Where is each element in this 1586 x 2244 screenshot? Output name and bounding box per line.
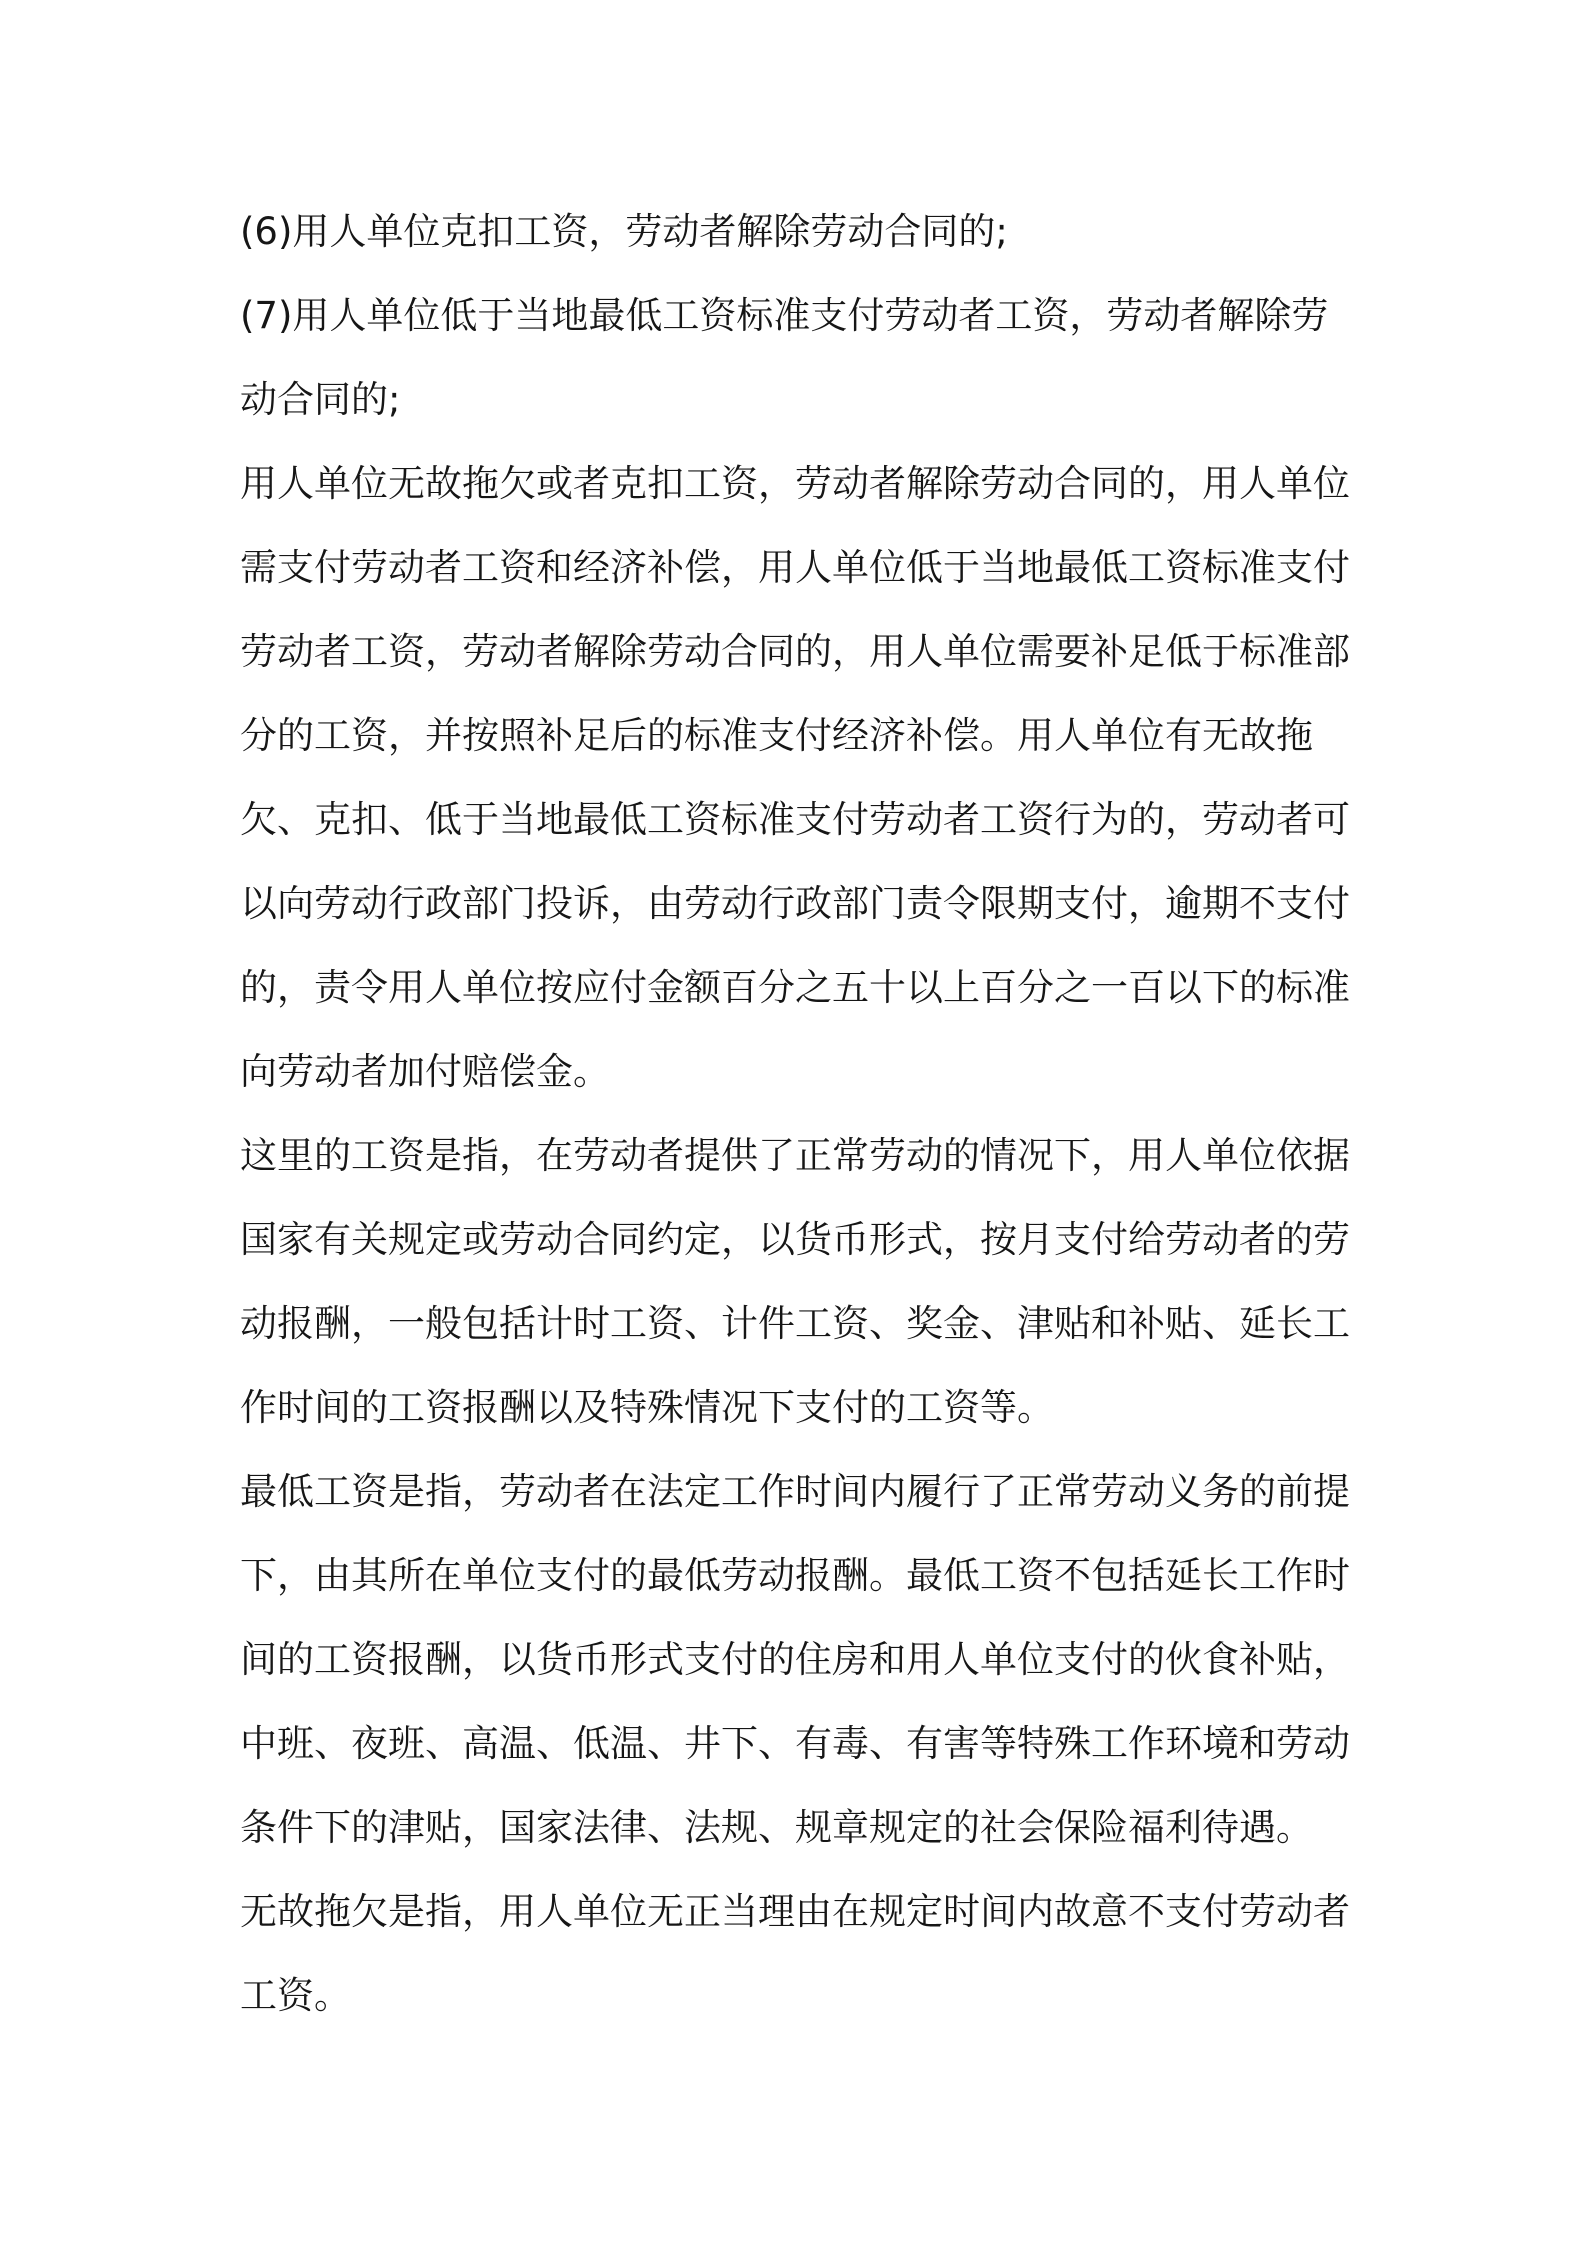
paragraph-arrears-definition: 无故拖欠是指，用人单位无正当理由在规定时间内故意不支付劳动者工资。 <box>240 1890 1350 2017</box>
paragraph-wage-definition: 这里的工资是指，在劳动者提供了正常劳动的情况下，用人单位依据国家有关规定或劳动合同约定，以货币形式，按月支付给劳动者的劳动报酬，一般包括计时工资、计件工资、奖金、津贴和补贴、延长工作时间的工资报酬以及特殊情况下支付的工资等。 <box>240 1134 1350 1429</box>
document-body <box>240 190 1350 2038</box>
paragraph-item-6: (6)用人单位克扣工资，劳动者解除劳动合同的; <box>240 210 1008 253</box>
paragraph-item-7: (7)用人单位低于当地最低工资标准支付劳动者工资，劳动者解除劳动合同的; <box>240 294 1329 421</box>
paragraph-minimum-wage-definition: 最低工资是指，劳动者在法定工作时间内履行了正常劳动义务的前提下，由其所在单位支付的最低劳动报酬。最低工资不包括延长工作时间的工资报酬，以货币形式支付的住房和用人单位支付的伙食补贴，中班、夜班、高温、低温、井下、有毒、有害等特殊工作环境和劳动条件下的津贴，国家法律、法规、规章规定的社会保险福利待遇。 <box>240 1470 1350 1849</box>
paragraph-wage-compensation: 用人单位无故拖欠或者克扣工资，劳动者解除劳动合同的，用人单位需支付劳动者工资和经济补偿，用人单位低于当地最低工资标准支付劳动者工资，劳动者解除劳动合同的，用人单位需要补足低于标准部分的工资，并按照补足后的标准支付经济补偿。用人单位有无故拖欠、克扣、低于当地最低工资标准支付劳动者工资行为的，劳动者可以向劳动行政部门投诉，由劳动行政部门责令限期支付，逾期不支付的，责令用人单位按应付金额百分之五十以上百分之一百以下的标准向劳动者加付赔偿金。 <box>240 462 1350 1093</box>
